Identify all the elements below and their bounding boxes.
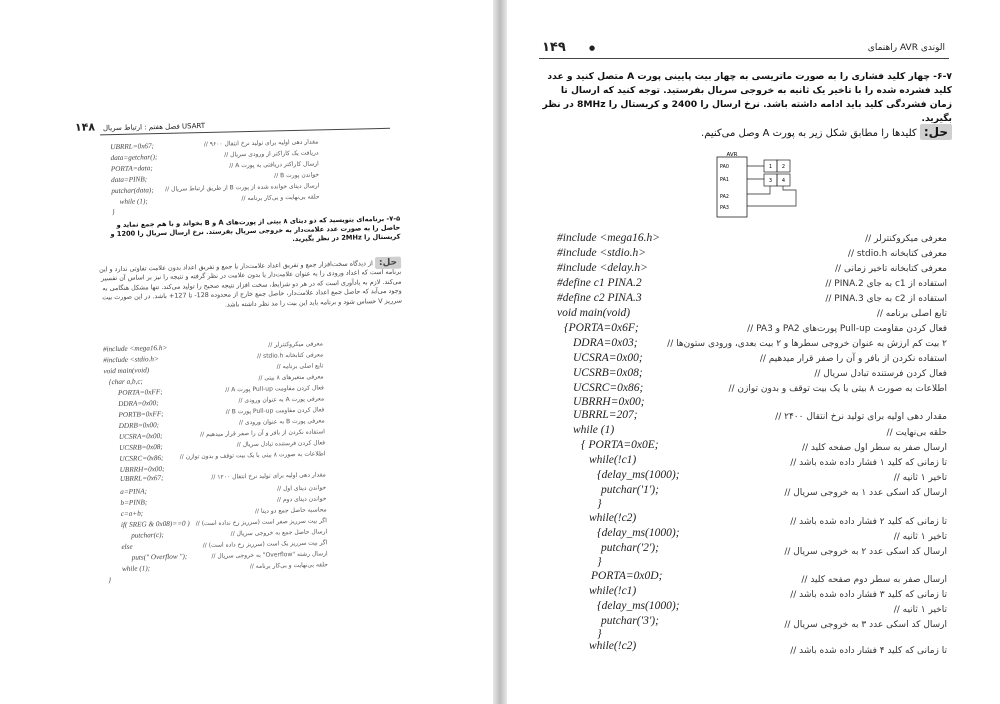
code-line: } (597, 628, 602, 640)
code-comment: مقدار دهی اولیه برای تولید نرخ انتقال ۹۶۰۰ // (203, 138, 319, 148)
code-line: #include <stdio.h> (103, 355, 159, 365)
code-comment: معرفی کتابخانه تاخیر زمانی // (835, 264, 947, 274)
code-line: putchar('1'); (601, 484, 659, 496)
code-line: {delay_ms(1000); (597, 527, 680, 539)
code-comment: استفاده از c1 به جای PINA.2 // (825, 279, 947, 289)
code-line: UCSRC=0x86; (119, 453, 164, 463)
code-comment: محاسبه حاصل جمع دو دیتا // (254, 506, 327, 515)
code-line: } (111, 208, 115, 217)
code-line: while (1); (119, 197, 148, 206)
code-line: putchar(c); (131, 531, 165, 540)
code-line: data=getchar(); (110, 153, 158, 163)
code-comment: معرفی میکروکنترلر // (865, 234, 947, 244)
code-comment: مقدار دهی اولیه برای تولید نرخ انتقال ۲۴۰۰ // (775, 412, 947, 422)
code-line: #include <mega16.h> (557, 232, 661, 244)
code-comment: تا زمانی که کلید ۳ فشار داده شده باشد // (790, 590, 947, 600)
code-line: PORTA=data; (110, 164, 153, 174)
code-line: putchar('2'); (601, 542, 659, 554)
right-page-number: ۱۴۹ (542, 40, 566, 55)
code-comment: تاخیر ۱ ثانیه // (893, 532, 947, 542)
code-line: #include <stdio.h> (557, 247, 646, 259)
left-page-content (0, 0, 493, 704)
code-line: void main(void) (103, 366, 150, 376)
code-comment: اطلاعات به صورت ۸ بیتی با یک بیت توقف و بدون توازن // (179, 450, 326, 461)
code-comment: مقدار دهی اولیه برای تولید نرخ انتقال ۱۲۰۰ // (211, 471, 326, 481)
code-line: UBRRL=0x67; (119, 473, 164, 483)
code-comment: ارسال صفر به سطر دوم صفحه کلید // (801, 575, 947, 585)
code-comment: استفاده از c2 به جای PINA.3 // (825, 294, 947, 304)
key-label: 1 (768, 164, 773, 170)
right-header-rule (539, 58, 949, 59)
code-comment: حلقه بی‌نهایت // (886, 428, 947, 438)
pin-label: PA1 (720, 178, 729, 183)
pin-label: PA2 (720, 195, 729, 200)
code-comment: دریافت یک کاراکتر از ورودی سریال // (224, 149, 319, 159)
code-comment: تاخیر ۱ ثانیه // (893, 605, 947, 615)
code-comment: معرفی کتابخانه stdio.h // (847, 249, 947, 259)
code-line: } (597, 556, 602, 568)
code-comment: حلقه بی‌نهایت و بی‌کار برنامه // (249, 561, 328, 571)
code-line: while(!c1) (589, 454, 637, 466)
code-line: while (1) (573, 424, 615, 436)
code-comment: فعال کردن مقاومت Pull-up پورت B // (225, 406, 325, 416)
left-solution-label: حل: (375, 257, 401, 270)
code-line: } (108, 576, 112, 585)
code-line: PORTB=0xFF; (118, 409, 164, 420)
right-problem-statement: ۶-۷- چهار کلید فشاری را به صورت ماتریسی به چهار بیت پایینی پورت A متصل کنید و عدد کلید فشرده شده را با تاخیر یک ثانیه به خروجی سریال بفرستید. توجه کنید که ارسال تا زمان فشردگی کلید باید ادامه داشته باشد. نرخ ارسال را 2400 و کریستال را 8MHz در نظر بگیرید. (542, 71, 952, 124)
code-line: UCSRC=0x86; (573, 382, 644, 394)
code-line: DDRA=0x03; (573, 337, 638, 349)
right-solution-label: حل: (920, 124, 952, 140)
pin-label: PA0 (720, 165, 729, 170)
key-label: 3 (768, 178, 773, 184)
avr-chip-label: AVR (726, 152, 738, 158)
code-line: UCSRA=0x00; (118, 432, 163, 441)
pin-label: PA3 (720, 206, 729, 211)
code-comment: خواندن دیتای دوم // (276, 495, 327, 504)
key-label: 2 (781, 164, 786, 170)
code-comment: تابع اصلی برنامه // (276, 362, 324, 371)
code-line: PORTA=0xFF; (117, 387, 163, 398)
code-line: UCSRB=0x08; (573, 367, 643, 379)
code-comment: ارسال دیتای خوانده شده از پورت B از طریق ارتباط سریال // (165, 182, 320, 193)
code-comment: معرفی میکروکنترلر // (268, 340, 323, 349)
code-line: while (1); (121, 564, 151, 573)
code-line: #include <mega16.h> (102, 343, 168, 354)
code-line: { PORTA=0x0E; (581, 439, 659, 451)
code-comment: اطلاعات به صورت ۸ بیتی با یک بیت توقف و بدون توازن // (728, 384, 947, 394)
key-label: 4 (781, 178, 786, 184)
code-line: data=PINB; (111, 175, 148, 185)
code-comment: اگر بیت سرریز صفر است (سرریز رخ نداده است) // (195, 517, 327, 528)
code-line: while(!c2) (589, 512, 637, 524)
code-line: PORTA=0x0D; (591, 570, 663, 582)
code-comment: فعال کردن مقاومت Pull-up پورت A // (225, 384, 324, 394)
code-comment: تا زمانی که کلید ۴ فشار داده شده باشد // (790, 646, 947, 656)
right-code-comments (622, 234, 947, 661)
code-comment: تا زمانی که کلید ۲ فشار داده شده باشد // (790, 517, 947, 527)
code-line: UCSRA=0x00; (573, 352, 643, 364)
code-comment: تاخیر ۱ ثانیه // (893, 473, 947, 483)
code-comment: ارسال کد اسکی عدد ۱ به خروجی سریال // (784, 488, 947, 498)
code-comment: ۲ بیت کم ارزش به عنوان خروجی سطرها و ۲ بیت بعدی، ورودی ستون‌ها // (667, 339, 947, 349)
code-comment: استفاده نکردن از بافر و آن را صفر قرار میدهیم // (759, 354, 947, 364)
code-comment: اگر بیت سرریز یک است (سرریز رخ داده است) // (202, 539, 328, 550)
right-header-title: راهنمای AVR الوندی (867, 43, 945, 53)
right-solution-body: کلیدها را مطابق شکل زیر به پورت A وصل می‌کنیم. (701, 128, 917, 139)
left-problem-statement: ۷-۵- برنامه‌ای بنویسید که دو دیتای ۸ بیتی از پورت‌های A و B بخواند و با هم جمع نماید و حاصل را به صورت عدد علامت‌دار به خروجی سریال بفرستد. نرخ ارسال سریال را 1200 و کریستال را 2MHz در نظر بگیرید. (110, 214, 401, 244)
code-comment: ارسال رشته "Overflow" به خروجی سریال // (211, 550, 328, 560)
code-line: while(!c2) (589, 640, 637, 652)
code-comment: ارسال حاصل جمع به خروجی سریال // (230, 528, 328, 538)
code-line: } (597, 498, 602, 510)
code-line: c=a+b; (120, 509, 144, 518)
code-comment: معرفی پورت A به عنوان ورودی // (238, 395, 325, 405)
right-page (507, 0, 1000, 704)
code-comment: فعال کردن مقاومت Pull-up پورت‌های PA2 و PA3 // (747, 324, 947, 334)
code-line: putchar('3'); (601, 615, 659, 627)
code-line: {char a,b,c; (108, 377, 143, 387)
code-line: UCSRB=0x08; (119, 443, 163, 452)
code-line: UBRRL=0x67; (110, 142, 155, 152)
code-line: #define c1 PINA.2 (557, 277, 642, 289)
book-gutter (493, 0, 507, 704)
code-line: a=PINA; (120, 487, 148, 496)
code-line: puts(" Overflow "); (131, 552, 188, 562)
code-comment: ارسال کد اسکی عدد ۳ به خروجی سریال // (784, 620, 947, 630)
code-line: while(!c1) (589, 585, 637, 597)
code-comment: ارسال کد اسکی عدد ۲ به خروجی سریال // (784, 547, 947, 557)
code-line: {PORTA=0x6F; (564, 322, 639, 334)
left-page-number: ۱۴۸ (74, 120, 96, 134)
code-line: UBRRL=207; (573, 409, 638, 421)
code-line: {delay_ms(1000); (597, 469, 680, 481)
left-page (0, 0, 493, 704)
code-line: b=PINB; (120, 498, 148, 507)
left-solution-text (96, 259, 402, 313)
code-comment: فعال کردن فرستنده تبادل سریال // (814, 369, 947, 379)
code-comment: خواندن دیتای اول // (277, 484, 327, 493)
left-solution-body: از دیدگاه سخت‌افزار جمع و تفریق اعداد علامت‌دار یا جمع و تفریق اعداد بدون علامت تفاوتی ندارد و این برنامه است که اعداد ورودی را به عنوان علامت‌دار یا بدون علامت در نظر گرفته و نتیجه را نیز بر اساس آن تفسیر می‌کند. لازم به یادآوری است که در هر دو شرایط، سخت افزار نتیجه صحیح را تولید می‌کند. تنها مشکل هنگامی به وجود می‌آید که حاصل جمع اعداد علامت‌دار، حاصل جمع خارج از محدوده 128- تا 127+ باشد. در این صورت بیت سرریز V حساس شود و برنامه باید این بیت را مد نظر داشته باشد. (98, 259, 402, 309)
code-line: else (121, 542, 133, 551)
code-comment: معرفی پورت B به عنوان ورودی // (238, 417, 325, 427)
code-line: {delay_ms(1000); (597, 600, 680, 612)
code-line: void main(void) (557, 307, 631, 319)
code-line: DDRA=0x00; (118, 399, 159, 409)
code-comment: فعال کردن فرستنده تبادل سریال // (236, 439, 326, 449)
code-line: putchar(data); (111, 186, 154, 196)
code-line: #include <delay.h> (557, 262, 648, 274)
page-number-bullet: ● (589, 44, 596, 52)
left-top-comments (118, 138, 319, 209)
keypad-diagram (712, 150, 812, 222)
code-line: if( SREG & 0x08)==0 ) (120, 519, 190, 529)
code-comment: معرفی متغیرهای ۸ بیتی // (258, 373, 324, 382)
code-line: UBRRH=0x00; (573, 396, 645, 408)
code-comment: ارسال کاراکتر دریافتی به پورت A // (229, 160, 319, 170)
code-comment: خواندن پورت B // (274, 171, 320, 180)
code-comment: ارسال صفر به سطر اول صفحه کلید // (801, 443, 947, 453)
left-code-comments (120, 340, 328, 576)
code-comment: تابع اصلی برنامه // (876, 309, 947, 319)
code-line: #define c2 PINA.3 (557, 292, 642, 304)
code-comment: حلقه بی‌نهایت و بی‌کار برنامه // (241, 193, 320, 203)
code-line: DDRB=0x00; (118, 421, 160, 430)
right-solution-text (597, 125, 952, 141)
code-comment: تا زمانی که کلید ۱ فشار داده شده باشد // (790, 458, 947, 468)
left-header-title: فصل هفتم : ارتباط سریال USART (102, 121, 206, 133)
code-line: UBRRH=0x00; (119, 464, 165, 474)
code-comment: استفاده نکردن از بافر و آن را صفر قرار میدهیم // (200, 428, 325, 439)
code-comment: معرفی کتابخانه stdio.h // (257, 351, 324, 360)
